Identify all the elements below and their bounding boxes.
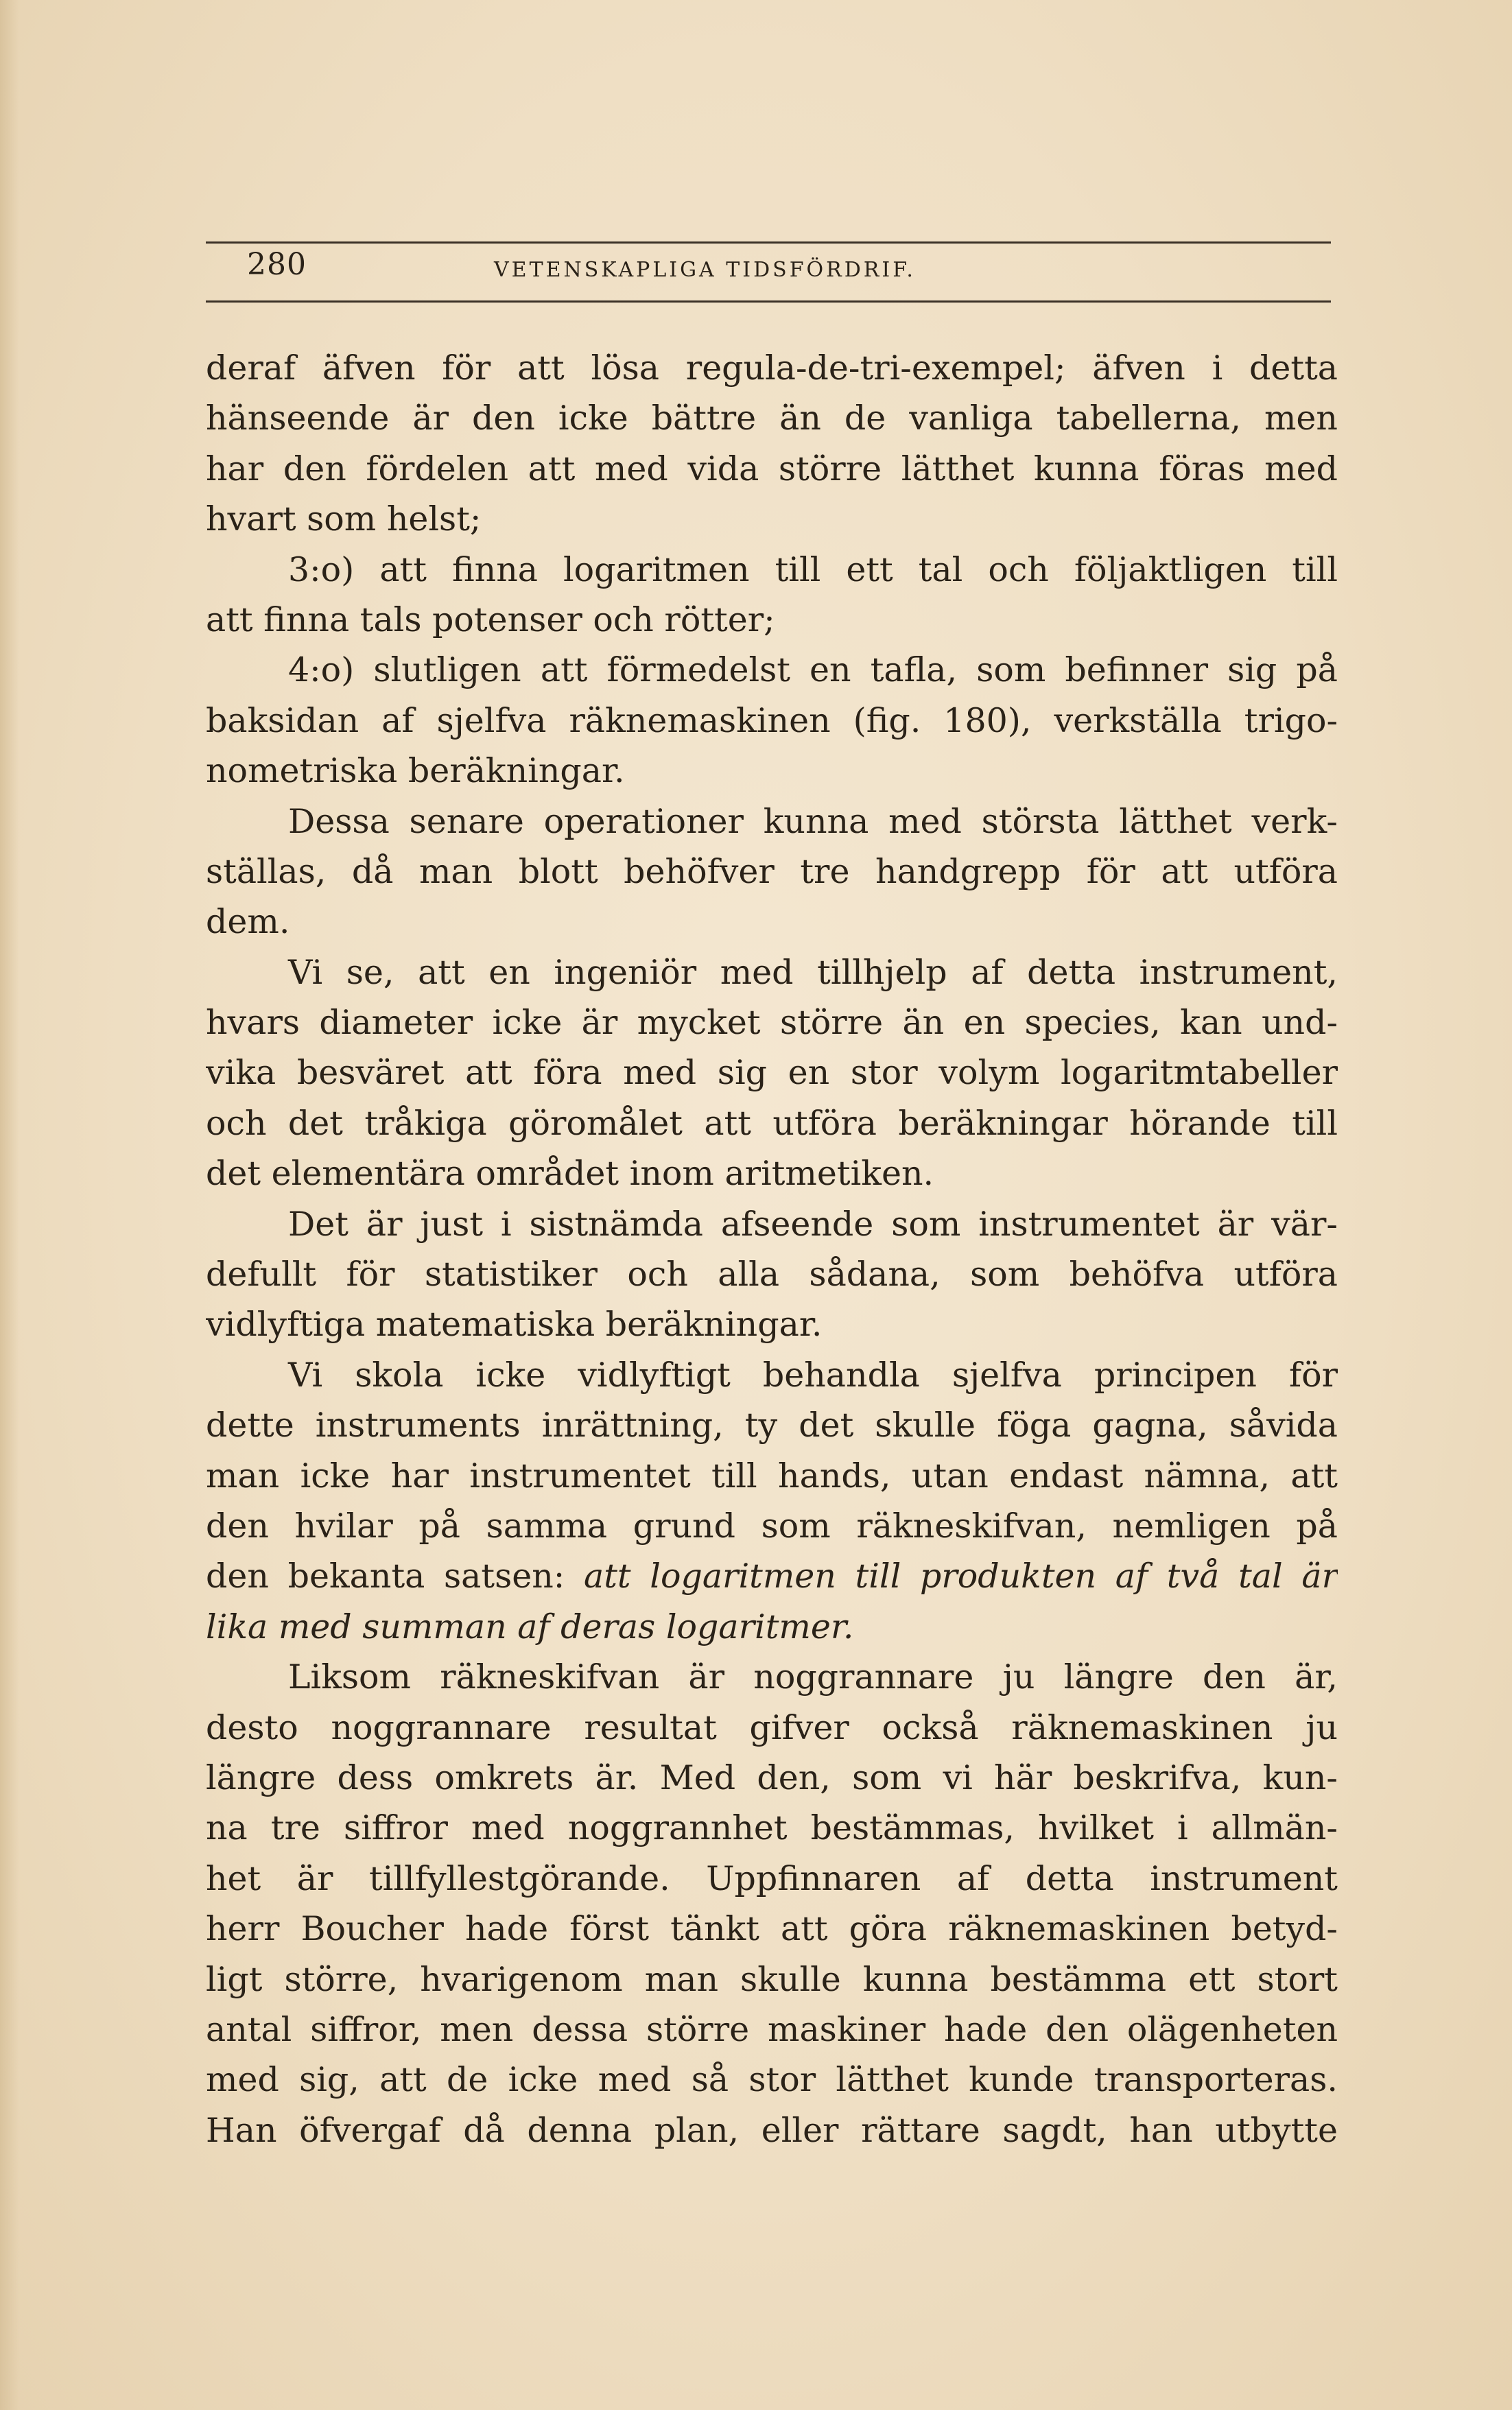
text-line [206,746,1338,796]
text-line-roman: Vi se, att en ingeniör med tillhjelp af detta instrument, [288,952,1338,992]
text-line [206,595,1338,645]
text-line-roman: antal siffror, men dessa större maskiner hade den olägenheten [206,2009,1338,2049]
text-line-roman: vidlyftiga matematiska beräkningar. [206,1305,823,1345]
header-rule-bottom [206,300,1331,303]
text-line-roman: hvars diameter icke är mycket större än en species, kan und- [206,1003,1338,1043]
text-line-roman: defullt för statistiker och alla sådana, som behöfva utföra [206,1255,1338,1295]
text-line-roman: den bekanta satsen: [206,1557,565,1596]
text-line [206,1602,1338,1652]
text-line-roman: dette instruments inrättning, ty det skulle föga gagna, såvida [206,1406,1338,1445]
text-line [206,1098,1338,1148]
text-line-roman: vika besväret att föra med sig en stor volym logaritmtabeller [206,1053,1338,1093]
text-line [206,1854,1338,1904]
text-line-roman: och det tråkiga göromålet att utföra beräkningar hörande till [206,1103,1338,1143]
text-line [206,2105,1338,2155]
text-line [206,1803,1338,1853]
text-line-roman: hänseende är den icke bättre än de vanliga tabellerna, men [206,399,1338,438]
text-line [206,2005,1338,2055]
text-line [206,1703,1338,1753]
text-line-roman: Dessa senare operationer kunna med största lätthet verk- [288,801,1338,841]
text-line-italic: lika med summan af deras logaritmer. [206,1607,854,1646]
text-line [206,1400,1338,1450]
text-line [206,1299,1338,1349]
text-line [206,1954,1338,2005]
text-line [206,1501,1338,1551]
text-line [206,696,1338,746]
body-text [206,343,1338,2155]
text-line [206,393,1338,443]
text-line-roman: hvart som helst; [206,499,482,539]
text-line-roman: man icke har instrumentet till hands, utan endast nämna, att [206,1456,1338,1496]
text-line-roman: dem. [206,902,290,942]
text-line [206,947,1338,997]
text-line-roman: herr Boucher hade först tänkt att göra räknemaskinen betyd- [206,1909,1338,1949]
text-line [206,897,1338,947]
text-line [206,796,1338,847]
text-line-roman: det elementära området inom aritmetiken. [206,1154,934,1194]
text-line-italic: att logaritmen till produkten af två tal är [584,1557,1338,1596]
text-line [206,494,1338,544]
text-line-roman: ställas, då man blott behöfver tre handgrepp för att utföra [206,851,1338,891]
text-line-roman: med sig, att de icke med så stor lätthet kunde transporteras. [206,2060,1338,2100]
text-line [206,343,1338,393]
text-line [206,1249,1338,1299]
text-line-roman: het är tillfyllestgörande. Uppfinnaren af detta instrument [206,1858,1338,1898]
text-line-roman: deraf äfven för att lösa regula-de-tri-exempel; äfven i detta [206,348,1338,388]
text-line [206,545,1338,595]
text-line [206,1199,1338,1249]
text-line-roman: ligt större, hvarigenom man skulle kunna bestämma ett stort [206,1959,1338,1999]
text-line [206,1753,1338,1803]
page-edge-shadow [0,0,19,2410]
text-line [206,1350,1338,1400]
running-head [206,233,1331,309]
text-line-roman: baksidan af sjelfva räknemaskinen (fig. 180), verkställa trigo- [206,700,1338,740]
text-line-roman: den hvilar på samma grund som räkneskifvan, nemligen på [206,1506,1338,1546]
text-line [206,1048,1338,1098]
text-line-roman: Vi skola icke vidlyftigt behandla sjelfva principen för [288,1355,1338,1395]
text-line [206,444,1338,494]
text-line-roman: desto noggrannare resultat gifver också räknemaskinen ju [206,1708,1338,1747]
text-line [206,1652,1338,1702]
text-line [206,2055,1338,2105]
text-line [206,847,1338,897]
text-line-roman: Han öfvergaf då denna plan, eller rättare sagdt, han utbytte [206,2110,1338,2150]
text-line-roman: nometriska beräkningar. [206,751,625,791]
text-line-roman: 4:o) slutligen att förmedelst en tafla, som befinner sig på [288,650,1338,690]
text-line [206,1451,1338,1501]
text-line-roman: 3:o) att finna logaritmen till ett tal och följaktligen till [288,550,1338,589]
text-line [206,1551,1338,1601]
text-line-roman: Det är just i sistnämda afseende som instrumentet är vär- [288,1204,1338,1244]
text-line-roman: har den fördelen att med vida större lätthet kunna föras med [206,449,1338,488]
text-line-roman: na tre siffror med noggrannhet bestämmas, hvilket i allmän- [206,1808,1338,1848]
text-line-roman: längre dess omkrets är. Med den, som vi här beskrifva, kun- [206,1758,1338,1797]
text-line-roman: Liksom räkneskifvan är noggrannare ju längre den är, [288,1657,1338,1697]
text-line [206,645,1338,695]
journal-title: VETENSKAPLIGA TIDSFÖRDRIF. [494,258,916,282]
text-line [206,1904,1338,1954]
text-line [206,997,1338,1048]
text-line-roman: att finna tals potenser och rötter; [206,600,775,639]
text-line [206,1148,1338,1198]
page-number: 280 [247,247,307,282]
header-rule-top [206,241,1331,244]
